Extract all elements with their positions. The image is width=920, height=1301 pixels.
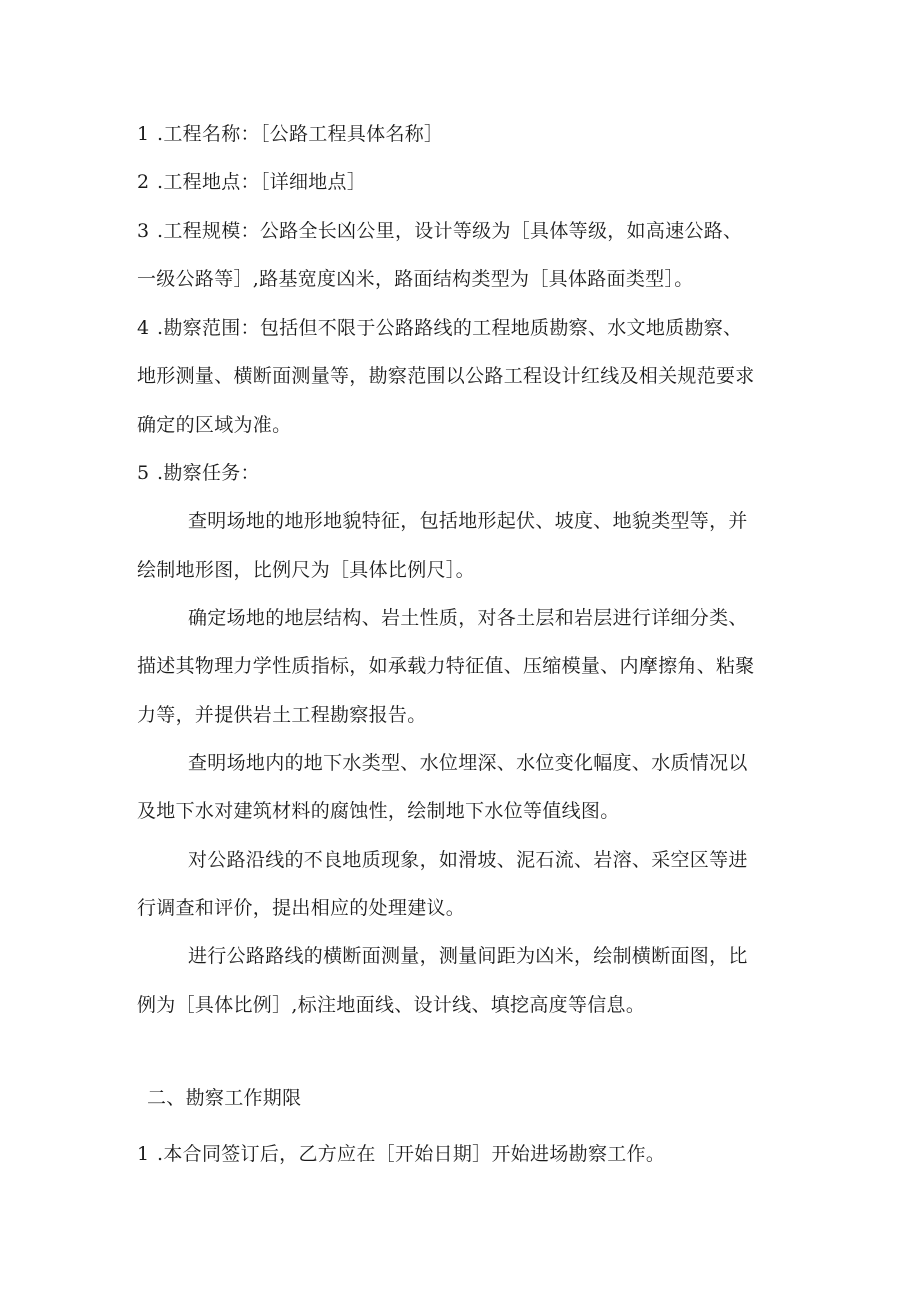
- item-1: [137, 122, 443, 146]
- item-text: .工程地点：［详细地点］: [157, 171, 367, 193]
- item-text: .本合同签订后，乙方应在［开始日期］开始进场勘察工作。: [157, 1143, 666, 1165]
- item-number: 4: [137, 317, 150, 339]
- item-number: 1: [137, 123, 150, 145]
- task-paragraph-continuation: 及地下水对建筑材料的腐蚀性，绘制地下水位等值线图。: [137, 800, 620, 822]
- item-4: [137, 316, 742, 340]
- section-heading: 二、勘察工作期限: [147, 1087, 302, 1109]
- item-number: 1: [137, 1143, 150, 1165]
- item-text: .工程规模：公路全长凶公里，设计等级为［具体等级，如高速公路、: [157, 220, 743, 242]
- task-paragraph: 对公路沿线的不良地质现象，如滑坡、泥石流、岩溶、采空区等进: [188, 849, 748, 871]
- item-5: [137, 461, 260, 485]
- task-paragraph-continuation: 力等，并提供岩土工程勘察报告。: [137, 704, 427, 726]
- item-4-continuation: 确定的区域为准。: [137, 414, 292, 436]
- item-text: .工程名称：［公路工程具体名称］: [157, 123, 444, 145]
- task-paragraph: 查明场地内的地下水类型、水位埋深、水位变化幅度、水质情况以: [188, 752, 748, 774]
- item-2: [137, 170, 366, 194]
- task-paragraph-continuation: 绘制地形图，比例尺为［具体比例尺］。: [137, 559, 475, 581]
- item-number: 3: [137, 220, 150, 242]
- task-paragraph: 确定场地的地层结构、岩土性质，对各土层和岩层进行详细分类、: [188, 607, 748, 629]
- section-2-item-1: [137, 1142, 665, 1166]
- item-4-continuation: 地形测量、横断面测量等，勘察范围以公路工程设计红线及相关规范要求: [137, 365, 755, 387]
- item-3: [137, 219, 742, 243]
- item-text: .勘察任务：: [157, 462, 260, 484]
- task-paragraph: 查明场地的地形地貌特征，包括地形起伏、坡度、地貌类型等，并: [188, 510, 748, 532]
- task-paragraph-continuation: 行调查和评价，提出相应的处理建议。: [137, 897, 466, 919]
- task-paragraph: 进行公路路线的横断面测量，测量间距为凶米，绘制横断面图，比: [188, 945, 748, 967]
- item-number: 5: [137, 462, 150, 484]
- task-paragraph-continuation: 例为［具体比例］,标注地面线、设计线、填挖高度等信息。: [137, 994, 646, 1016]
- item-text: .勘察范围：包括但不限于公路路线的工程地质勘察、水文地质勘察、: [157, 317, 743, 339]
- item-3-continuation: 一级公路等］,路基宽度凶米，路面结构类型为［具体路面类型］。: [137, 268, 694, 290]
- task-paragraph-continuation: 描述其物理力学性质指标，如承载力特征值、压缩模量、内摩擦角、粘聚: [137, 655, 755, 677]
- item-number: 2: [137, 171, 150, 193]
